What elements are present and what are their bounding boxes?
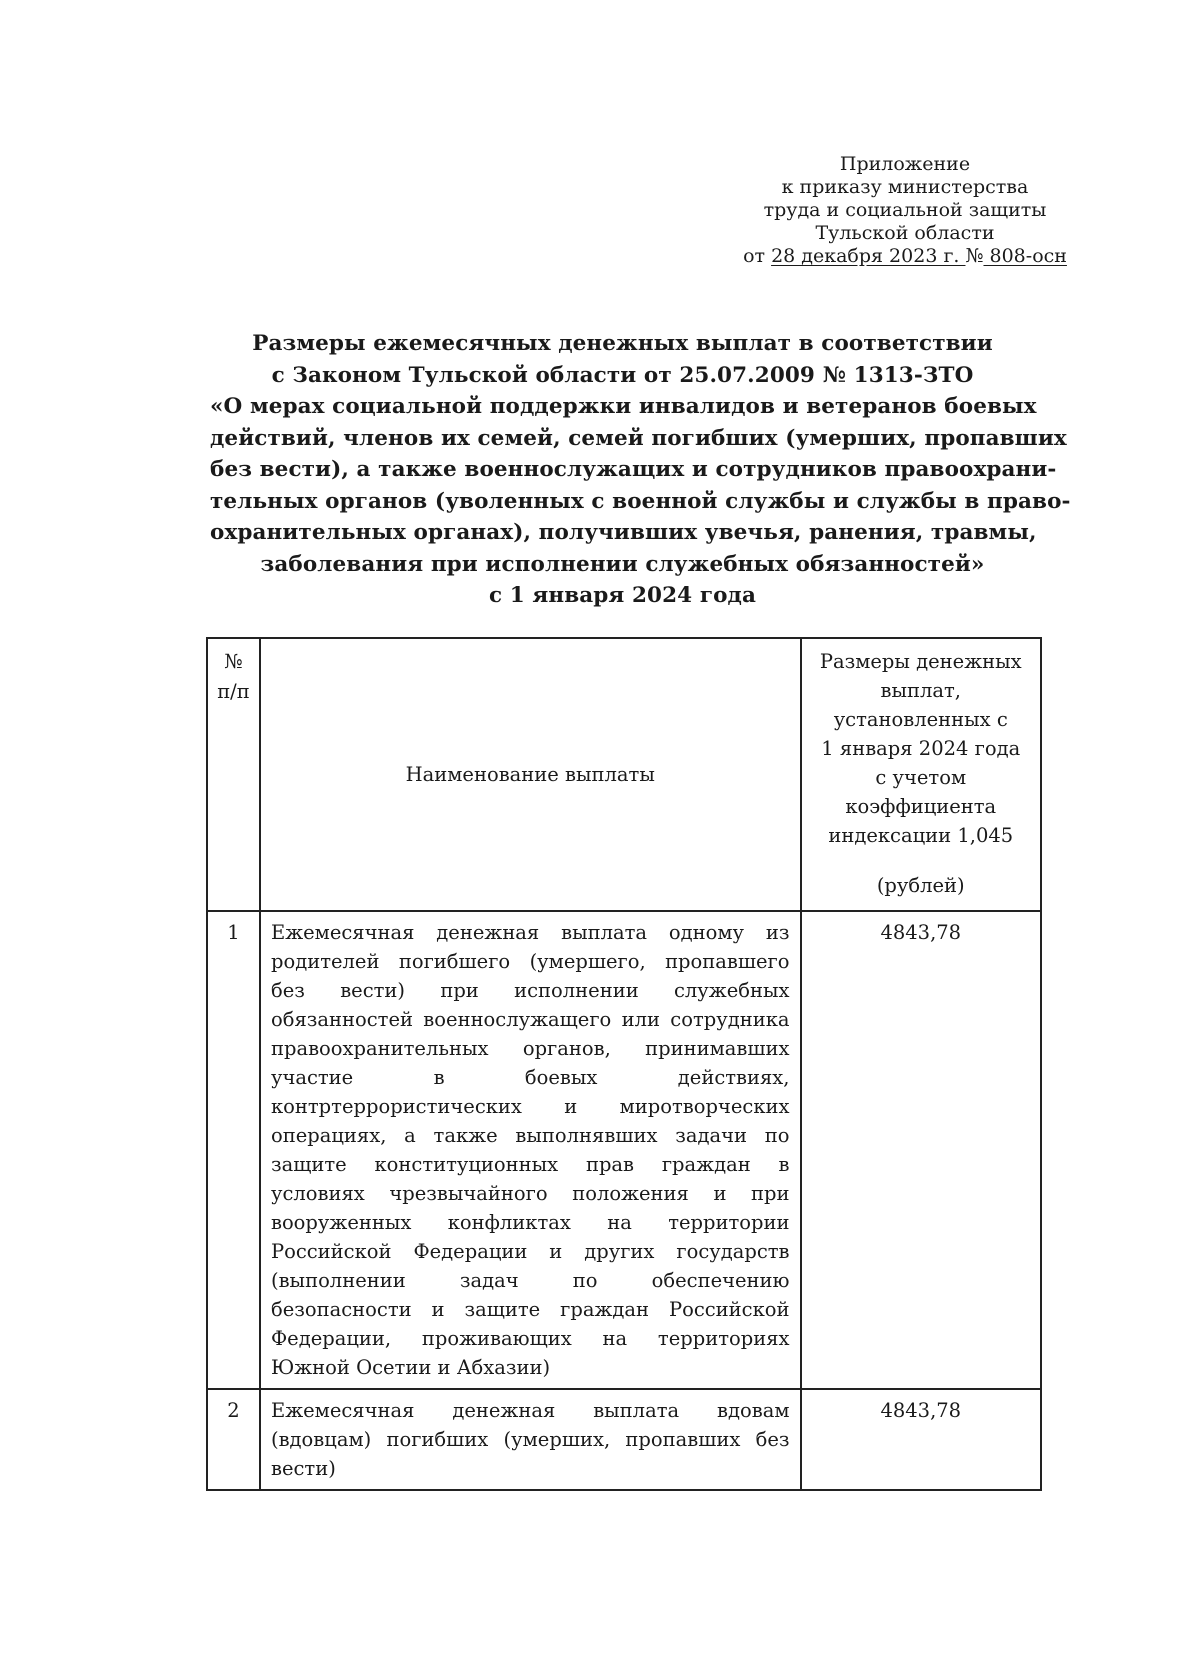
header-value-line: выплат, <box>880 679 961 702</box>
appendix-block <box>735 153 1075 268</box>
title-line: с 1 января 2024 года <box>488 583 756 608</box>
appendix-date-line <box>735 245 1075 268</box>
row-payment-amount: 4843,78 <box>801 1389 1041 1490</box>
row-payment-name: Ежемесячная денежная выплата вдовам (вдовцам) погибших (умерших, пропавших без вести) <box>260 1389 801 1490</box>
document-title <box>210 328 1071 612</box>
header-number-cell <box>207 638 260 911</box>
row-number: 2 <box>207 1389 260 1490</box>
row-payment-name: Ежемесячная денежная выплата одному из родителей погибшего (умершего, пропавшего без вести) при исполнении служебных обязанностей военнослужащего или сотрудника правоохранительных органов, принимавших участие в боевых действиях, контртеррористических и миротворческих операциях, а также выполнявших задачи по защите конституционных прав граждан в условиях чрезвычайного положения и при вооруженных конфликтах на территории Российской Федерации и других государств (выполнении задач по обеспечению безопасности и защите граждан Российской Федерации, проживающих на территориях Южной Осетии и Абхазии) <box>260 911 801 1389</box>
title-line: «О мерах социальной поддержки инвалидов и ветеранов боевых <box>210 394 1037 419</box>
header-value-unit: (рублей) <box>876 874 965 897</box>
title-line: без вести), а также военнослужащих и сотрудников правоохрани- <box>210 457 1057 482</box>
title-line: с Законом Тульской области от 25.07.2009 № 1313-ЗТО <box>271 362 974 388</box>
header-number-abbr: п/п <box>217 680 250 703</box>
appendix-title: Приложение <box>839 153 971 175</box>
appendix-date-prefix: от <box>743 245 766 267</box>
row-payment-amount: 4843,78 <box>801 911 1041 1389</box>
title-line: тельных органов (уволенных с военной службы и службы в право- <box>210 488 1071 514</box>
table-row <box>207 911 1041 1389</box>
table-row <box>207 1389 1041 1490</box>
row-number: 1 <box>207 911 260 1389</box>
header-value-line: установленных с <box>833 708 1008 731</box>
header-value-spacer <box>806 850 1036 871</box>
header-value-line: Размеры денежных <box>819 650 1022 673</box>
header-value-line: коэффициента <box>845 795 997 818</box>
header-value-line: индексации 1,045 <box>828 824 1014 847</box>
appendix-ministry: труда и социальной защиты <box>763 199 1047 221</box>
title-line: охранительных органах), получивших увечья, ранения, травмы, <box>210 520 1037 545</box>
table-header-row <box>207 638 1041 911</box>
title-line: Размеры ежемесячных денежных выплат в соответствии <box>252 331 993 356</box>
appendix-number-sign: № <box>965 245 984 267</box>
appendix-number: 808-осн <box>983 245 1067 267</box>
payments-table <box>206 637 1042 1491</box>
appendix-region: Тульской области <box>815 222 995 244</box>
appendix-date: 28 декабря 2023 г. <box>771 245 966 267</box>
title-line: действий, членов их семей, семей погибших (умерших, пропавших <box>210 425 1067 451</box>
header-name-cell: Наименование выплаты <box>260 638 801 911</box>
appendix-order-ref: к приказу министерства <box>781 176 1029 198</box>
header-value-line: с учетом <box>875 766 967 789</box>
header-value-line: 1 января 2024 года <box>821 737 1021 760</box>
title-line: заболевания при исполнении служебных обязанностей» <box>260 551 985 577</box>
header-value-cell <box>801 638 1041 911</box>
header-number-sign: № <box>224 650 243 673</box>
